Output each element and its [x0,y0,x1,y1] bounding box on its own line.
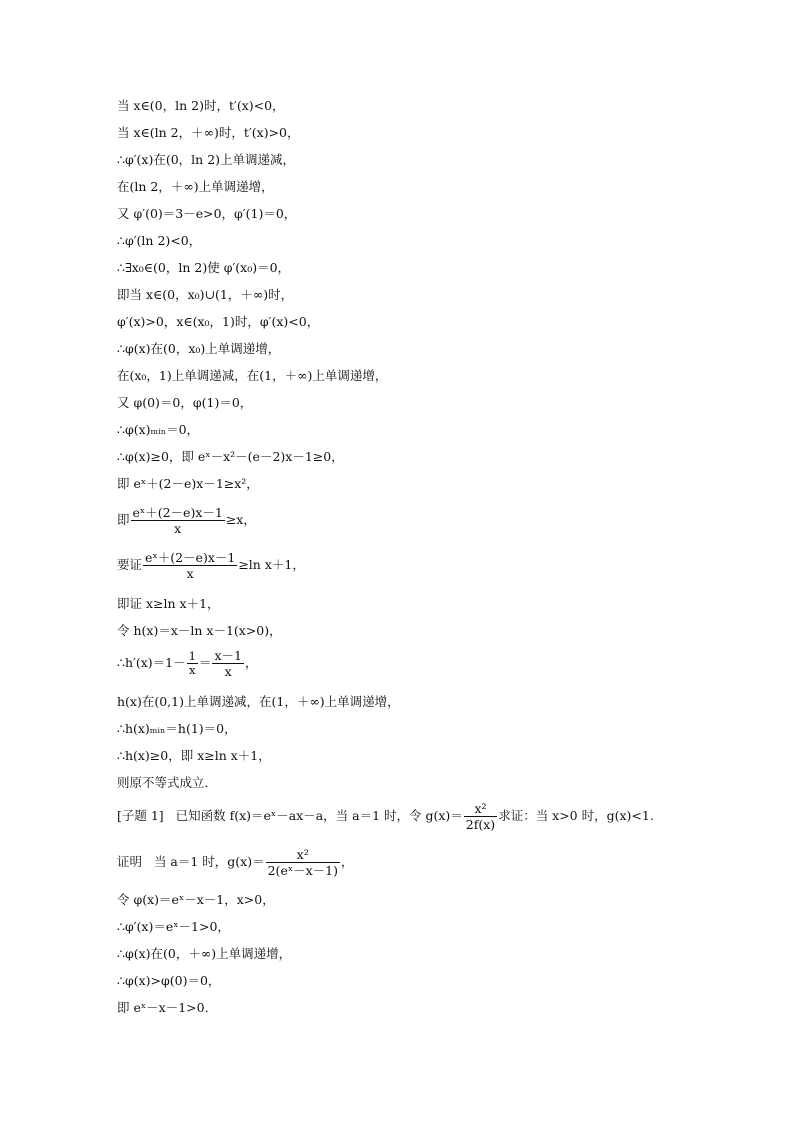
line-suffix: ， [244,655,258,670]
denominator: 2f(x) [465,817,496,832]
text-line: ∴φ(x)在(0，＋∞)上单调递增， [117,946,292,961]
denominator: x [174,521,182,536]
fraction [464,801,497,832]
numerator: x² [464,801,497,817]
text-line: 即当 x∈(0，x₀)∪(1，＋∞)时， [117,287,294,302]
denominator: 2(eˣ－x－1) [267,863,339,878]
fraction [143,550,237,581]
numerator: x² [266,847,340,863]
subproblem-text: 已知函数 f(x)＝eˣ－ax－a，当 a＝1 时，令 g(x)＝ [175,808,463,823]
subproblem-suffix: 求证：当 x>0 时，g(x)<1. [498,808,654,823]
text-line: ∴φ(x)≥0，即 eˣ－x²－(e－2)x－1≥0， [117,449,344,464]
text-line: ∴φ(x)ₘᵢₙ＝0， [117,422,200,437]
text-line: ∴φ(x)>φ(0)＝0， [117,973,221,988]
proof-text: 当 a＝1 时，g(x)＝ [153,854,265,869]
text-line: 在(ln 2，＋∞)上单调递增， [117,179,274,194]
denominator: x [189,663,196,677]
text-line: 在(x₀，1)上单调递减，在(1，＋∞)上单调递增， [117,368,388,383]
line-prefix: 即 [117,512,130,527]
text-line: 则原不等式成立． [117,775,218,790]
fraction [187,650,198,677]
text-line: 当 x∈(ln 2，＋∞)时，t′(x)>0， [117,125,300,140]
text-line: 当 x∈(0，ln 2)时，t′(x)<0， [117,98,285,113]
text-line: 又 φ′(0)＝3－e>0，φ′(1)＝0， [117,206,297,221]
line-suffix: ≥ln x＋1， [238,557,305,572]
numerator: x－1 [214,648,242,663]
text-line: h(x)在(0,1)上单调递减，在(1，＋∞)上单调递增， [117,694,400,709]
subproblem-label: [子题 1] [117,808,164,823]
text-line: 令 h(x)＝x－ln x－1(x>0)， [117,623,282,638]
text-line: 令 φ(x)＝eˣ－x－1，x>0， [117,892,275,907]
text-line: ∴φ(x)在(0，x₀)上单调递增， [117,341,281,356]
text-line: ∴φ′(x)＝eˣ－1>0， [117,919,230,934]
fraction-line [117,550,305,581]
numerator: 1 [188,649,196,663]
text-line: ∴h(x)≥0，即 x≥ln x＋1， [117,748,271,763]
subproblem-line [117,801,654,832]
line-prefix: 要证 [117,557,143,572]
text-line: 即证 x≥ln x＋1， [117,596,220,611]
text-line: ∴∃x₀∈(0，ln 2)使 φ′(x₀)＝0， [117,260,291,275]
text-line: ∴φ′(ln 2)<0， [117,233,202,248]
line-suffix: ≥x， [225,512,256,527]
text-line: 即 eˣ＋(2－e)x－1≥x²， [117,476,259,491]
proof-suffix: ， [341,854,354,869]
fraction [266,847,340,878]
fraction-line [117,505,256,536]
text-line: 即 eˣ－x－1>0. [117,1000,209,1015]
fraction [212,648,244,679]
text-line: ∴φ′(x)在(0，ln 2)上单调递减， [117,152,296,167]
text-line: ∴h(x)ₘᵢₙ＝h(1)＝0， [117,721,237,736]
denominator: x [186,566,194,581]
numerator: eˣ＋(2－e)x－1 [145,550,236,565]
denominator: x [224,664,232,679]
equals-sign: ＝ [198,655,212,670]
proof-line [117,847,354,878]
line-prefix: ∴h′(x)＝1－ [117,655,186,670]
text-line: 又 φ(0)＝0，φ(1)＝0， [117,395,253,410]
fraction-line [117,648,257,679]
proof-label: 证明 [117,854,143,869]
text-line: φ′(x)>0，x∈(x₀，1)时，φ′(x)<0， [117,314,320,329]
fraction [131,505,225,536]
numerator: eˣ＋(2－e)x－1 [132,505,223,520]
